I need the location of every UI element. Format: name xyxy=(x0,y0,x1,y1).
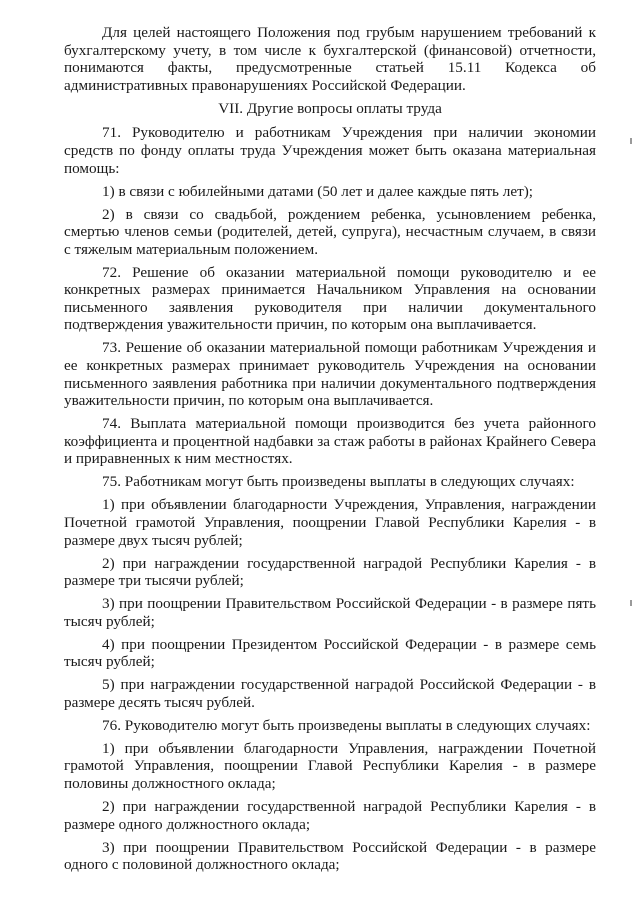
paragraph-74: 74. Выплата материальной помощи производится без учета районного коэффициента и процентной надбавки за стаж работы в районах Крайнего Севера и приравненных к ним местностях. xyxy=(64,415,596,468)
paragraph-76: 76. Руководителю могут быть произведены выплаты в следующих случаях: xyxy=(102,716,591,734)
paragraph-75-item-3: 3) при поощрении Правительством Российской Федерации - в размере пять тысяч рублей; xyxy=(64,595,596,630)
paragraph-73: 73. Решение об оказании материальной помощи работникам Учреждения и ее конкретных размерах принимает руководитель Учреждения на основании письменного заявления работника при наличии документального подтверждения уважительности причин, по которым она выплачивается. xyxy=(64,339,596,410)
paragraph-75: 75. Работникам могут быть произведены выплаты в следующих случаях: xyxy=(102,473,575,491)
paragraph-75-item-4: 4) при поощрении Президентом Российской Федерации - в размере семь тысяч рублей; xyxy=(64,635,596,671)
paragraph-72: 72. Решение об оказании материальной помощи руководителю и ее конкретных размерах принимается Начальником Управления на основании письменного заявления руководителя при наличии документального подтверждения уважительности причин, по которым она выплачивается. xyxy=(64,263,596,334)
paragraph-71-item-2: 2) в связи со свадьбой, рождением ребенка, усыновлением ребенка, смертью членов семьи (родителей, детей, супруга), несчастным случаем, в связи с тяжелым материальным положением. xyxy=(64,205,596,258)
scan-mark xyxy=(630,138,632,144)
paragraph-75-item-2: 2) при награждении государственной наградой Республики Карелия - в размере три тысячи рублей; xyxy=(64,554,596,590)
paragraph-71-item-1: 1) в связи с юбилейными датами (50 лет и далее каждые пять лет); xyxy=(102,182,534,200)
paragraph-76-item-1: 1) при объявлении благодарности Управления, награждении Почетной грамотой Управления, поощрении Главой Республики Карелия - в размере половины должностного оклада; xyxy=(64,739,596,793)
paragraph-76-item-3: 3) при поощрении Правительством Российской Федерации - в размере одного с половиной должностного оклада; xyxy=(64,838,596,874)
scan-mark xyxy=(630,600,632,606)
section-heading: VII. Другие вопросы оплаты труда xyxy=(218,99,442,117)
paragraph-71: 71. Руководителю и работникам Учреждения при наличии экономии средств по фонду оплаты труда Учреждения может быть оказана материальная помощь: xyxy=(64,124,596,177)
paragraph-76-item-2: 2) при награждении государственной наградой Республики Карелия - в размере одного должностного оклада; xyxy=(64,798,596,833)
paragraph-75-item-1: 1) при объявлении благодарности Учреждения, Управления, награждении Почетной грамотой Управления, поощрении Главой Республики Карелия - в размере двух тысяч рублей; xyxy=(64,496,596,549)
intro-paragraph: Для целей настоящего Положения под грубым нарушением требований к бухгалтерскому учету, в том числе к бухгалтерской (финансовой) отчетности, понимаются факты, предусмотренные статьей 15.11 Кодекса об административных правонарушениях Российской Федерации. xyxy=(64,24,596,94)
paragraph-75-item-5: 5) при награждении государственной наградой Российской Федерации - в размере десять тысяч рублей. xyxy=(64,676,596,711)
document-page xyxy=(64,24,596,879)
